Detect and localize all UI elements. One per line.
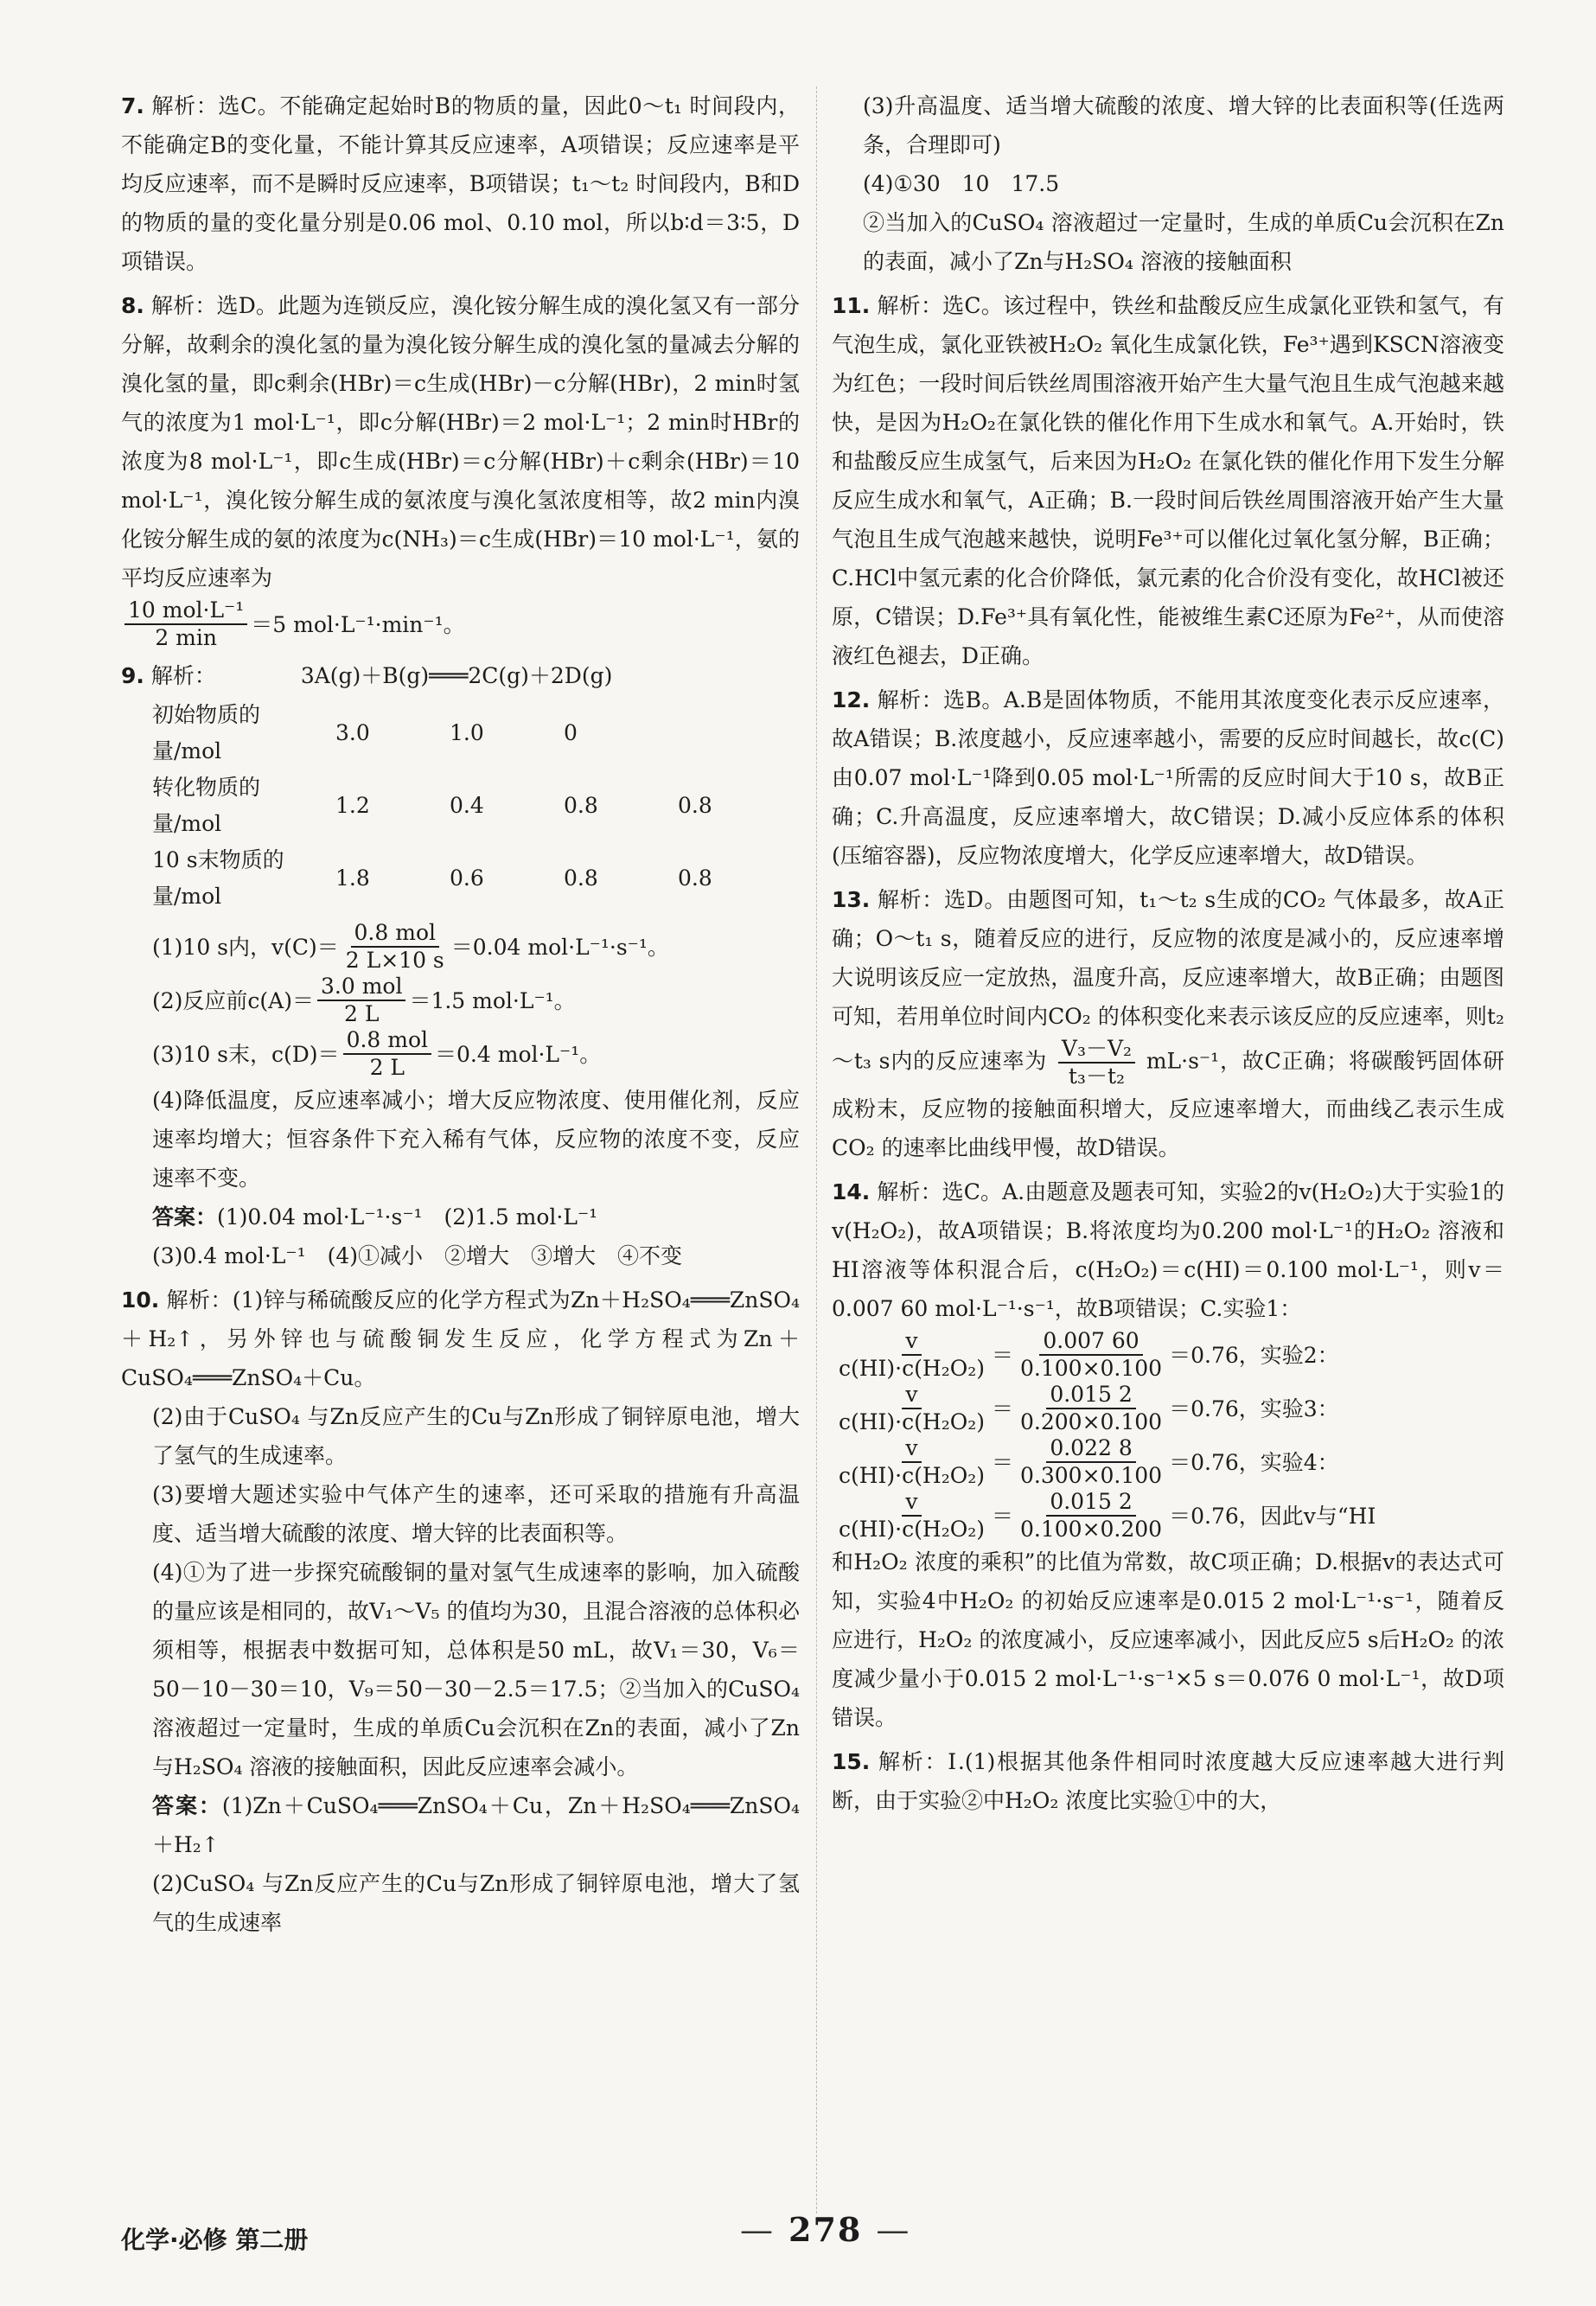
question-13: 13. 解析：选D。由题图可知，t₁～t₂ s生成的CO₂ 气体最多，故A正确；O～t₁ s，随着反应的进行，反应物的浓度是减小的，反应速率增大说明该反应一定放热，温度升高，反应速率增大，故B正确；由题图可知，若用单位时间内CO₂ 的体积变化来表示该反应的反应速率，则t₂～t₃ s内的反应速率为 $\frac{\text{V₃－V₂}}{\text{t₃－t₂}}$ mL·s⁻¹，故C正确；将碳酸钙固体研成粉末，反应物的接触面积增大，反应速率增大，而曲线乙表示生成CO₂ 的速率比曲线甲慢，故D错误。 [832, 887, 1505, 1160]
fraction: $\frac{0.015 2}{0.100\times 0.200}$ [1020, 1489, 1163, 1542]
fraction: $\frac{0.015 2}{0.200\times 0.100}$ [1020, 1382, 1163, 1434]
formula-line: $\frac{\text{10 mol·L⁻¹}}{2 \min}$ ＝5 mol·L⁻¹·min⁻¹。 [121, 597, 800, 651]
question-text: 解析：选D。此题为连锁反应，溴化铵分解生成的溴化氢又有一部分分解，故剩余的溴化氢的量为溴化铵分解生成的溴化氢的量减去分解的溴化氢的量，即c剩余(HBr)＝c生成(HBr)－c分解(HBr)，2 min时氢气的浓度为1 mol·L⁻¹，即c分解(HBr)＝2 mol·L⁻¹；2 min时HBr的浓度为8 mol·L⁻¹，即c生成(HBr)＝c分解(HBr)＋c剩余(HBr)＝10 mol·L⁻¹，溴化铵分解生成的氨浓度与溴化氢浓度相等，故2 min内溴化铵分解生成的氨的浓度为c(NH₃)＝c生成(HBr)＝10 mol·L⁻¹，氨的平均反应速率为 [121, 293, 801, 591]
fraction: $\frac{v}{\text{c(HI)·c(H₂O₂)}}$ [839, 1435, 985, 1488]
fraction: $\frac{\text{V₃－V₂}}{\text{t₃－t₂}}$ [1058, 1036, 1135, 1089]
fraction: $\frac{v}{\text{c(HI)·c(H₂O₂)}}$ [839, 1489, 985, 1542]
question-number: 8. [121, 293, 144, 318]
formula-line: $\frac{v}{\text{c(HI)·c(H₂O₂)}}$ ＝ $\frac{0.015 2}{0.100\times 0.200}$ ＝0.76，因此v与“HI [832, 1489, 1504, 1543]
formula-line: (2)反应前c(A)＝ $\frac{\text{3.0 mol}}{2 L}$ ＝1.5 mol·L⁻¹。 [152, 974, 576, 1026]
fraction: $\frac{\text{0.8 mol}}{2 L\times 10 s}$ [345, 920, 444, 973]
column-divider [816, 86, 817, 2213]
answer-line: 答案：(1)0.04 mol·L⁻¹·s⁻¹ (2)1.5 mol·L⁻¹ [152, 1204, 598, 1230]
right-column [832, 86, 1504, 1825]
answer-line: (3)0.4 mol·L⁻¹ (4)①减小 ②增大 ③增大 ④不变 [152, 1243, 683, 1268]
table-row: 初始物质的量/mol 3.0 1.0 0 [152, 702, 578, 763]
question-10-continued: (3)升高温度、适当增大硫酸的浓度、增大锌的比表面积等(任选两条，合理即可) (4)①30 10 17.5 ②当加入的CuSO₄ 溶液超过一定量时，生成的单质Cu会沉积在Zn的表面，减小了Zn与H₂SO₄ 溶液的接触面积 [863, 93, 1504, 274]
question-14: 14. 解析：选C。A.由题意及题表可知，实验2的v(H₂O₂)大于实验1的v(H₂O₂)，故A项错误；B.将浓度均为0.200 mol·L⁻¹的H₂O₂ 溶液和HI溶液等体积混合后，c(H₂O₂)＝c(HI)＝0.100 mol·L⁻¹，则v＝0.007 60 mol·L⁻¹·s⁻¹，故B项错误；C.实验1： $\frac{v}{\text{c(HI)·c(H₂O₂)}}$ ＝ $\frac{0.007 60}{0.100\times 0.100}$ ＝0.76，实验2： $\frac{v}{\text{c(HI)·c(H₂O₂)}}$ ＝ $\frac{0.015 2}{0.200\times 0.100}$ ＝0.76，实验3： $\frac{v}{\text{c(HI)·c(H₂O₂)}}$ ＝ $\frac{0.022 8}{0.300\times 0.100}$ ＝0.76，实验4： $\frac{v}{\text{c(HI)·c(H₂O₂)}}$ ＝ $\frac{0.015 2}{0.100\times 0.200}$ ＝0.76，因此v与“HI 和H₂O₂ 浓度的乘积”的比值为常数，故C项正确；D.根据v的表达式可知，实验4中H₂O₂ 的初始反应速率是0.015 2 mol·L⁻¹·s⁻¹，随着反应进行，H₂O₂ 的浓度减小，反应速率减小，因此反应5 s后H₂O₂ 的浓度减少量小于0.015 2 mol·L⁻¹·s⁻¹×5 s＝0.076 0 mol·L⁻¹，故D项错误。 [832, 1172, 1504, 1737]
question-number: 10. [121, 1287, 160, 1313]
formula-line: $\frac{v}{\text{c(HI)·c(H₂O₂)}}$ ＝ $\frac{0.007 60}{0.100\times 0.100}$ ＝0.76，实验2： [832, 1328, 1504, 1382]
question-12: 12. 解析：选B。A.B是固体物质，不能用其浓度变化表示反应速率，故A错误；B.浓度越小，反应速率越小，需要的反应时间越长，故c(C)由0.07 mol·L⁻¹降到0.05 mol·L⁻¹所需的反应时间大于10 s，故B正确；C.升高温度，反应速率增大，故C错误；D.减小反应体系的体积(压缩容器)，反应物浓度增大，化学反应速率增大，故D错误。 [832, 687, 1505, 868]
explanation-paragraph: (3)要增大题述实验中气体产生的速率，还可采取的措施有升高温度、适当增大硫酸的浓度、增大锌的比表面积等。 [152, 1482, 800, 1546]
question-9: 9. 解析： 3A(g)＋B(g)═══2C(g)＋2D(g) 初始物质的量/mol 3.0 1.0 0 转化物质的量/mol 1.2 0.4 0.8 0.8 10 s末物质的量/mol 1.8 0.6 0.8 0.8 (1)10 s内，v(C)＝ $\frac{\text{0.8 mol}}{2 L\times 10 s}$ ＝0.04 mol·L⁻¹·s⁻¹。 (2)反应前c(A)＝ $\frac{\text{3.0 mol}}{2 L}$ ＝1.5 mol·L⁻¹。 (3)10 s末，c(D)＝ $\frac{\text{0.8 mol}}{2 L}$ ＝0.4 mol·L⁻¹。 (4)降低温度，反应速率减小；增大反应物浓度、使用催化剂，反应速率均增大；恒容条件下充入稀有气体，反应物的浓度不变，反应速率不变。 答案：(1)0.04 mol·L⁻¹·s⁻¹ (2)1.5 mol·L⁻¹ (3)0.4 mol·L⁻¹ (4)①减小 ②增大 ③增大 ④不变 [121, 656, 800, 1275]
question-11: 11. 解析：选C。该过程中，铁丝和盐酸反应生成氯化亚铁和氢气，有气泡生成，氯化亚铁被H₂O₂ 氧化生成氯化铁，Fe³⁺遇到KSCN溶液变为红色；一段时间后铁丝周围溶液开始产生大量气泡且生成气泡越来越快，是因为H₂O₂在氯化铁的催化作用下生成水和氧气。A.开始时，铁和盐酸反应生成氢气，后来因为H₂O₂ 在氯化铁的催化作用下发生分解反应生成水和氧气，A正确；B.一段时间后铁丝周围溶液开始产生大量气泡且生成气泡越来越快，说明Fe³⁺可以催化过氧化氢分解，B正确；C.HCl中氢元素的化合价降低，氯元素的化合价没有变化，故HCl被还原，C错误；D.Fe³⁺具有氧化性，能被维生素C还原为Fe²⁺，从而使溶液红色褪去，D正确。 [832, 293, 1504, 668]
formula-line: (1)10 s内，v(C)＝ $\frac{\text{0.8 mol}}{2 L\times 10 s}$ ＝0.04 mol·L⁻¹·s⁻¹。 [152, 920, 669, 973]
question-number: 15. [832, 1749, 871, 1774]
reaction-equation: 3A(g)＋B(g)═══2C(g)＋2D(g) [300, 663, 613, 688]
formula-line: (3)10 s末，c(D)＝ $\frac{\text{0.8 mol}}{2 L}$ ＝0.4 mol·L⁻¹。 [152, 1027, 602, 1080]
reaction-table [152, 697, 792, 915]
answer-line: 答案：(1)Zn＋CuSO₄═══ZnSO₄＋Cu，Zn＋H₂SO₄═══ZnSO₄＋H₂↑ [152, 1793, 800, 1857]
fraction: $\frac{v}{\text{c(HI)·c(H₂O₂)}}$ [839, 1328, 985, 1381]
book-title: 化学·必修 第二册 [121, 2226, 309, 2254]
question-number: 12. [832, 687, 871, 712]
fraction: $\frac{\text{0.8 mol}}{2 L}$ [343, 1027, 431, 1081]
table-row: 10 s末物质的量/mol 1.8 0.6 0.8 0.8 [152, 847, 712, 909]
fraction: $\frac{\text{3.0 mol}}{2 L}$ [317, 974, 405, 1027]
explanation-paragraph: (2)由于CuSO₄ 与Zn反应产生的Cu与Zn形成了铜锌原电池，增大了氢气的生成速率。 [152, 1404, 800, 1468]
answer-line: (2)CuSO₄ 与Zn反应产生的Cu与Zn形成了铜锌原电池，增大了氢气的生成速率 [152, 1871, 800, 1935]
question-number: 7. [121, 93, 144, 118]
fraction: $\frac{0.022 8}{0.300\times 0.100}$ [1020, 1435, 1163, 1488]
question-number: 11. [832, 293, 871, 318]
question-text: 解析：选C。不能确定起始时B的物质的量，因此0～t₁ 时间段内，不能确定B的变化量，不能计算其反应速率，A项错误；反应速率是平均反应速率，而不是瞬时反应速率，B项错误；t₁～t₂ 时间段内，B和D的物质的量的变化量分别是0.06 mol、0.10 mol，所以b∶d＝3∶5，D项错误。 [121, 93, 800, 274]
fraction: $\frac{v}{\text{c(HI)·c(H₂O₂)}}$ [839, 1382, 985, 1434]
question-15: 15. 解析：Ⅰ.(1)根据其他条件相同时浓度越大反应速率越大进行判断，由于实验②中H₂O₂ 浓度比实验①中的大， [832, 1749, 1504, 1813]
explanation-paragraph: (4)①为了进一步探究硫酸铜的量对氢气生成速率的影响，加入硫酸的量应该是相同的，故V₁～V₅ 的值均为30，且混合溶液的总体积必须相等，根据表中数据可知，总体积是50 mL，故V₁＝30，V₆＝50－10－30＝10，V₉＝50－30－2.5＝17.5；②当加入的CuSO₄ 溶液超过一定量时，生成的单质Cu会沉积在Zn的表面，减小了Zn与H₂SO₄ 溶液的接触面积，因此反应速率会减小。 [152, 1560, 800, 1779]
formula-line: $\frac{v}{\text{c(HI)·c(H₂O₂)}}$ ＝ $\frac{0.015 2}{0.200\times 0.100}$ ＝0.76，实验3： [832, 1382, 1504, 1435]
question-number: 13. [832, 887, 871, 912]
explanation-paragraph: (4)降低温度，反应速率减小；增大反应物浓度、使用催化剂，反应速率均增大；恒容条件下充入稀有气体，反应物的浓度不变，反应速率不变。 [152, 1088, 800, 1191]
table-row: 转化物质的量/mol 1.2 0.4 0.8 0.8 [152, 775, 712, 836]
question-number: 9. [121, 663, 144, 688]
question-7 [121, 86, 800, 281]
left-column [121, 86, 800, 1947]
explanation-paragraph: 和H₂O₂ 浓度的乘积”的比值为常数，故C项正确；D.根据v的表达式可知，实验4中H₂O₂ 的初始反应速率是0.015 2 mol·L⁻¹·s⁻¹，随着反应进行，H₂O₂ 的浓度减小，反应速率减小，因此反应5 s后H₂O₂ 的浓度减少量小于0.015 2 mol·L⁻¹·s⁻¹×5 s＝0.076 0 mol·L⁻¹，故D项错误。 [832, 1549, 1504, 1730]
fraction: $\frac{\text{10 mol·L⁻¹}}{2 \min}$ [124, 597, 247, 651]
question-number: 14. [832, 1179, 871, 1204]
question-8 [121, 286, 800, 651]
formula-line: $\frac{v}{\text{c(HI)·c(H₂O₂)}}$ ＝ $\frac{0.022 8}{0.300\times 0.100}$ ＝0.76，实验4： [832, 1435, 1504, 1489]
page-number: — 278 — [740, 2210, 911, 2249]
question-10: 10. 解析：(1)锌与稀硫酸反应的化学方程式为Zn＋H₂SO₄═══ZnSO₄＋H₂↑，另外锌也与硫酸铜发生反应，化学方程式为Zn＋CuSO₄═══ZnSO₄＋Cu。 (2)由于CuSO₄ 与Zn反应产生的Cu与Zn形成了铜锌原电池，增大了氢气的生成速率。 (3)要增大题述实验中气体产生的速率，还可采取的措施有升高温度、适当增大硫酸的浓度、增大锌的比表面积等。 (4)①为了进一步探究硫酸铜的量对氢气生成速率的影响，加入硫酸的量应该是相同的，故V₁～V₅ 的值均为30，且混合溶液的总体积必须相等，根据表中数据可知，总体积是50 mL，故V₁＝30，V₆＝50－10－30＝10，V₉＝50－30－2.5＝17.5；②当加入的CuSO₄ 溶液超过一定量时，生成的单质Cu会沉积在Zn的表面，减小了Zn与H₂SO₄ 溶液的接触面积，因此反应速率会减小。 答案：(1)Zn＋CuSO₄═══ZnSO₄＋Cu，Zn＋H₂SO₄═══ZnSO₄＋H₂↑ (2)CuSO₄ 与Zn反应产生的Cu与Zn形成了铜锌原电池，增大了氢气的生成速率 [121, 1281, 800, 1942]
fraction: $\frac{0.007 60}{0.100\times 0.100}$ [1020, 1328, 1163, 1381]
